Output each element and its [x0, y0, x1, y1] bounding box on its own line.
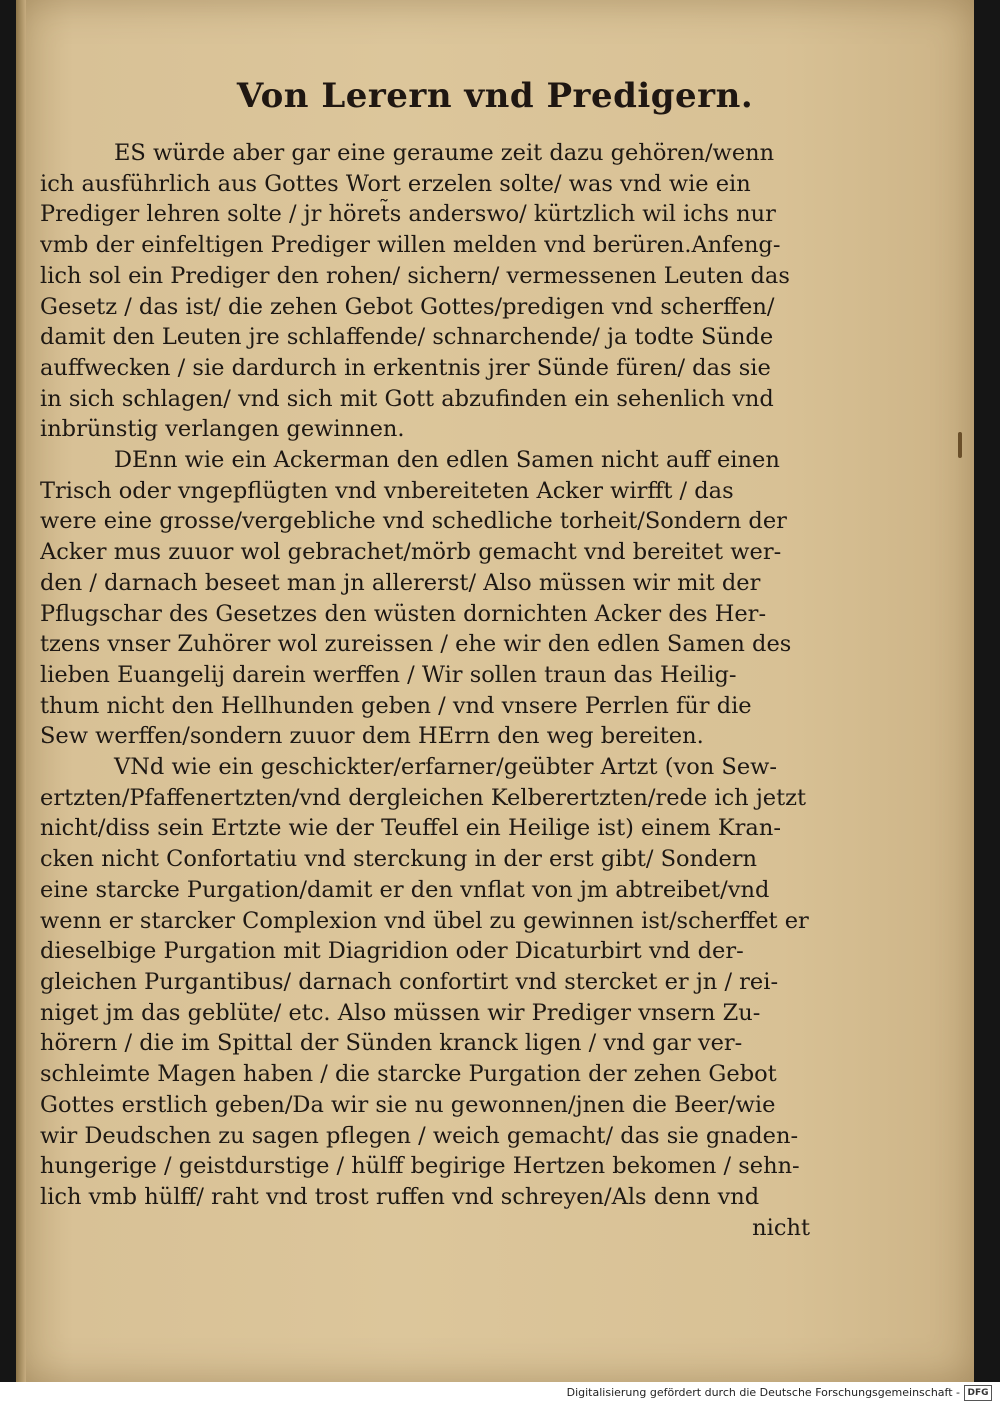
text-line: Sew werffen/sondern zuuor dem HErrn den weg bereiten. — [40, 723, 704, 750]
text-line: thum nicht den Hellhunden geben / vnd vnsere Perrlen für die — [40, 692, 752, 719]
catchword: nicht — [752, 1214, 810, 1241]
dfg-logo-icon: DFG — [964, 1385, 992, 1401]
text-line: lich vmb hülff/ raht vnd trost ruffen vnd schreyen/Als denn vnd — [40, 1183, 760, 1210]
text-line: damit den Leuten jre schlaffende/ schnarchende/ ja todte Sünde — [40, 324, 774, 351]
book-page — [16, 0, 974, 1382]
footer-bar — [0, 1382, 1000, 1405]
page-heading: Von Lerern vnd Predigern. — [236, 76, 754, 116]
text-line: eine starcke Purgation/damit er den vnflat von jm abtreibet/vnd — [40, 876, 770, 903]
text-line: den / darnach beseet man jn allererst/ Also müssen wir mit der — [40, 569, 761, 596]
text-line: schleimte Magen haben / die starcke Purgation der zehen Gebot — [40, 1061, 777, 1088]
text-line: lieben Euangelij darein werffen / Wir sollen traun das Heilig- — [40, 661, 737, 688]
text-line: dieselbige Purgation mit Diagridion oder Dicaturbirt vnd der- — [40, 938, 744, 965]
text-line: tzens vnser Zuhörer wol zureissen / ehe wir den edlen Samen des — [40, 631, 792, 658]
text-line: hörern / die im Spittal der Sünden kranck ligen / vnd gar ver- — [40, 1030, 743, 1057]
text-line: wir Deudschen zu sagen pflegen / weich gemacht/ das sie gnaden- — [40, 1122, 799, 1149]
text-line: Gesetz / das ist/ die zehen Gebot Gottes/predigen vnd scherffen/ — [40, 293, 775, 320]
text-line: ertzten/Pfaffenertzten/vnd dergleichen Kelberertzten/rede ich jetzt — [40, 784, 807, 811]
body-text — [40, 138, 810, 1243]
text-line: wenn er starcker Complexion vnd übel zu gewinnen ist/scherffet er — [40, 907, 809, 934]
text-line: auffwecken / sie dardurch in erkentnis jrer Sünde füren/ das sie — [40, 354, 771, 381]
text-line: ich ausführlich aus Gottes Wort erzelen solte/ was vnd wie ein — [40, 170, 751, 197]
text-line: ES würde aber gar eine geraume zeit dazu gehören/wenn — [114, 140, 775, 166]
text-line: inbrünstig verlangen gewinnen. — [40, 416, 405, 443]
text-line: niget jm das geblüte/ etc. Also müssen wir Prediger vnsern Zu- — [40, 999, 761, 1026]
page-gutter-edge — [16, 0, 26, 1382]
funding-credit: Digitalisierung gefördert durch die Deutsche Forschungsgemeinschaft - — [566, 1386, 960, 1399]
text-line: DEnn wie ein Ackerman den edlen Samen nicht auff einen — [114, 447, 780, 474]
text-line: gleichen Purgantibus/ darnach confortirt vnd stercket er jn / rei- — [40, 968, 779, 995]
text-line: VNd wie ein geschickter/erfarner/geübter Artzt (von Sew- — [114, 754, 778, 781]
text-line: vmb der einfeltigen Prediger willen melden vnd berüren.Anfeng- — [40, 232, 781, 259]
text-line: lich sol ein Prediger den rohen/ sichern/ vermessenen Leuten das — [40, 262, 790, 289]
text-line: Trisch oder vngepflügten vnd vnbereiteten Acker wirfft / das — [40, 477, 734, 504]
text-line: hungerige / geistdurstige / hülff begirige Hertzen bekomen / sehn- — [40, 1153, 800, 1180]
text-line: Acker mus zuuor wol gebrachet/mörb gemacht vnd bereitet wer- — [40, 539, 782, 566]
text-line: Pflugschar des Gesetzes den wüsten dornichten Acker des Her- — [40, 600, 767, 627]
text-line: Prediger lehren solte / jr höret̃s anderswo/ kürtzlich wil ichs nur — [40, 201, 776, 228]
page-margin-mark — [958, 432, 962, 458]
text-line: in sich schlagen/ vnd sich mit Gott abzufinden ein sehenlich vnd — [40, 385, 774, 412]
text-line: cken nicht Confortatiu vnd sterckung in der erst gibt/ Sondern — [40, 846, 758, 873]
text-line: Gottes erstlich geben/Da wir sie nu gewonnen/jnen die Beer/wie — [40, 1091, 776, 1118]
text-line: nicht/diss sein Ertzte wie der Teuffel ein Heilige ist) einem Kran- — [40, 815, 781, 842]
text-line: were eine grosse/vergebliche vnd schedliche torheit/Sondern der — [40, 508, 787, 535]
